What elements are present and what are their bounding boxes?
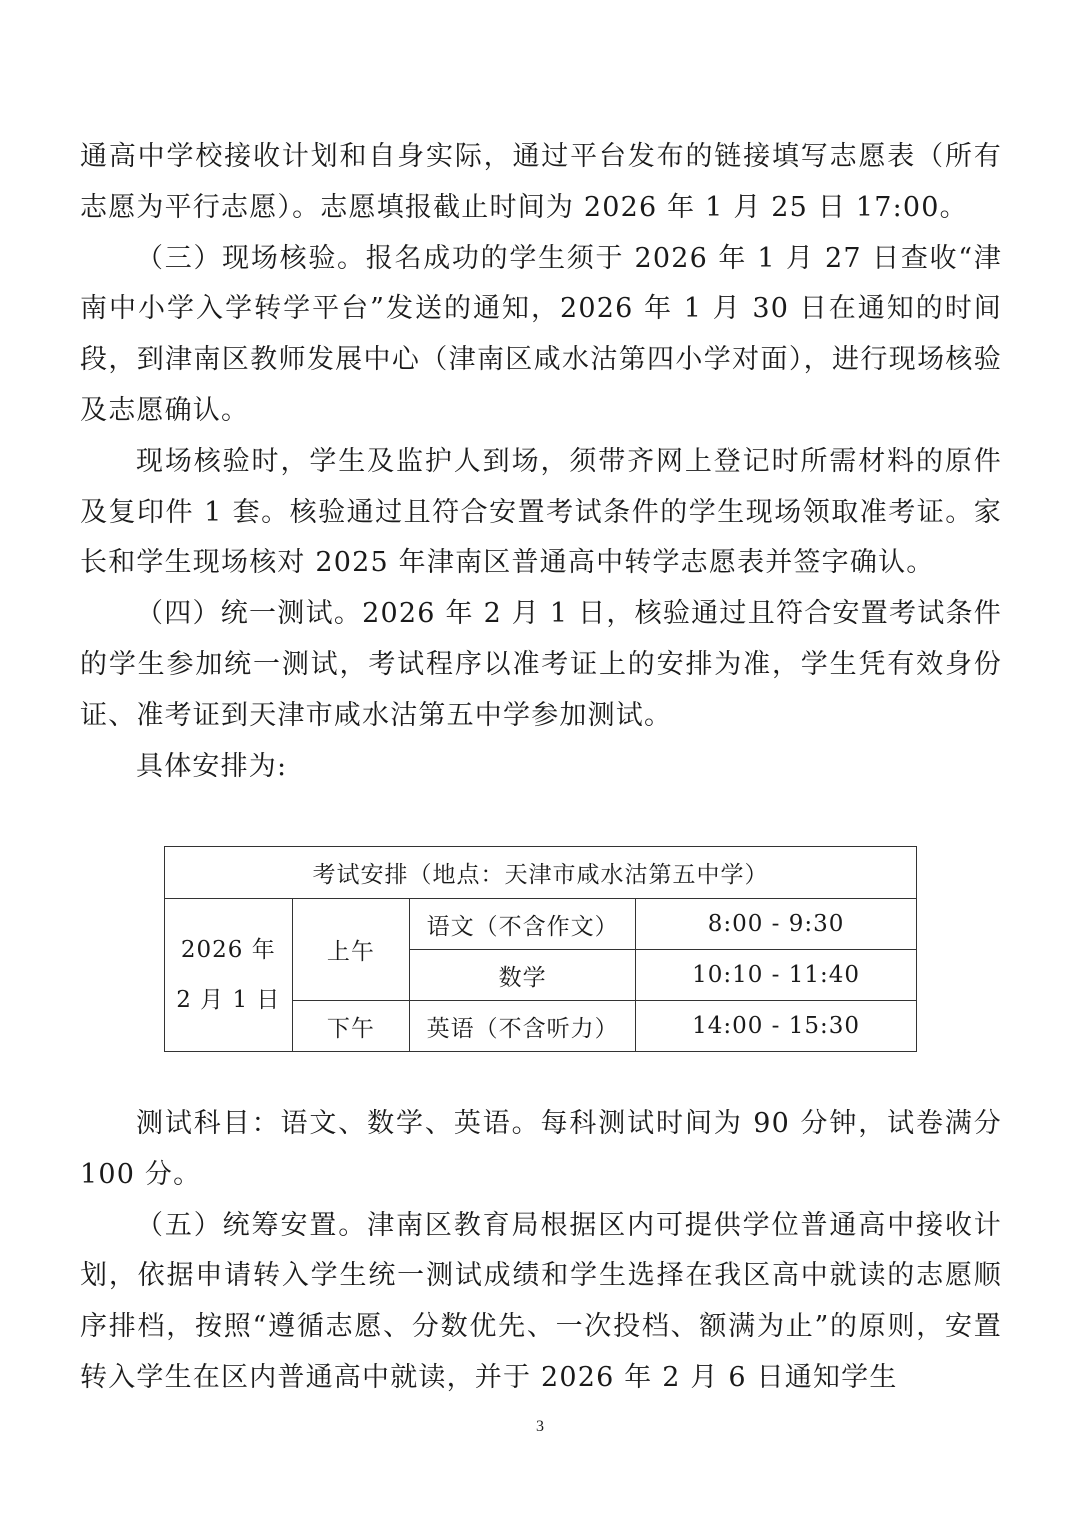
paragraph-volunteer-form: 通高中学校接收计划和自身实际，通过平台发布的链接填写志愿表（所有志愿为平行志愿）。志愿填报截止时间为 2026 年 1 月 25 日 17:00。: [80, 141, 1002, 223]
paragraph-test-subjects: 测试科目：语文、数学、英语。每科测试时间为 90 分钟，试卷满分 100 分。: [80, 1108, 1002, 1190]
document-body-top: [80, 132, 1002, 792]
subject-math: 数学: [410, 950, 636, 1001]
subject-chinese: 语文（不含作文）: [410, 899, 636, 950]
exam-schedule-table: [164, 846, 917, 1052]
table-caption-row: [165, 847, 917, 899]
time-chinese: 8:00 - 9:30: [636, 899, 917, 950]
exam-date-cell: [165, 899, 293, 1052]
time-math: 10:10 - 11:40: [636, 950, 917, 1001]
table-row: [165, 899, 917, 950]
paragraph-verification-materials: 现场核验时，学生及监护人到场，须带齐网上登记时所需材料的原件及复印件 1 套。核验通过且符合安置考试条件的学生现场领取准考证。家长和学生现场核对 2025 年津南区普通高中转学志愿表并签字确认。: [80, 445, 1002, 579]
page-number: 3: [536, 1418, 544, 1435]
exam-date-year: 2026 年: [180, 937, 276, 963]
paragraph-onsite-verification: （三）现场核验。报名成功的学生须于 2026 年 1 月 27 日查收“津南中小学入学转学平台”发送的通知，2026 年 1 月 30 日在通知的时间段，到津南区教师发展中心（津南区咸水沽第四小学对面），进行现场核验及志愿确认。: [80, 242, 1002, 426]
document-body-bottom: [80, 1099, 1002, 1404]
period-afternoon: 下午: [292, 1001, 409, 1052]
exam-schedule-table-wrapper: [164, 846, 917, 1052]
paragraph-unified-test: （四）统一测试。2026 年 2 月 1 日，核验通过且符合安置考试条件的学生参加统一测试，考试程序以准考证上的安排为准，学生凭有效身份证、准考证到天津市咸水沽第五中学参加测试。: [80, 598, 1002, 731]
paragraph-placement: （五）统筹安置。津南区教育局根据区内可提供学位普通高中接收计划，依据申请转入学生统一测试成绩和学生选择在我区高中就读的志愿顺序排档，按照“遵循志愿、分数优先、一次投档、额满为止”的原则，安置转入学生在区内普通高中就读，并于 2026 年 2 月 6 日通知学生: [80, 1209, 1002, 1393]
exam-date-day: 2 月 1 日: [176, 987, 281, 1013]
table-caption: 考试安排（地点：天津市咸水沽第五中学）: [165, 847, 917, 899]
time-english: 14:00 - 15:30: [636, 1001, 917, 1052]
schedule-label: 具体安排为:: [136, 750, 288, 782]
period-morning: 上午: [292, 899, 409, 1001]
subject-english: 英语（不含听力）: [410, 1001, 636, 1052]
